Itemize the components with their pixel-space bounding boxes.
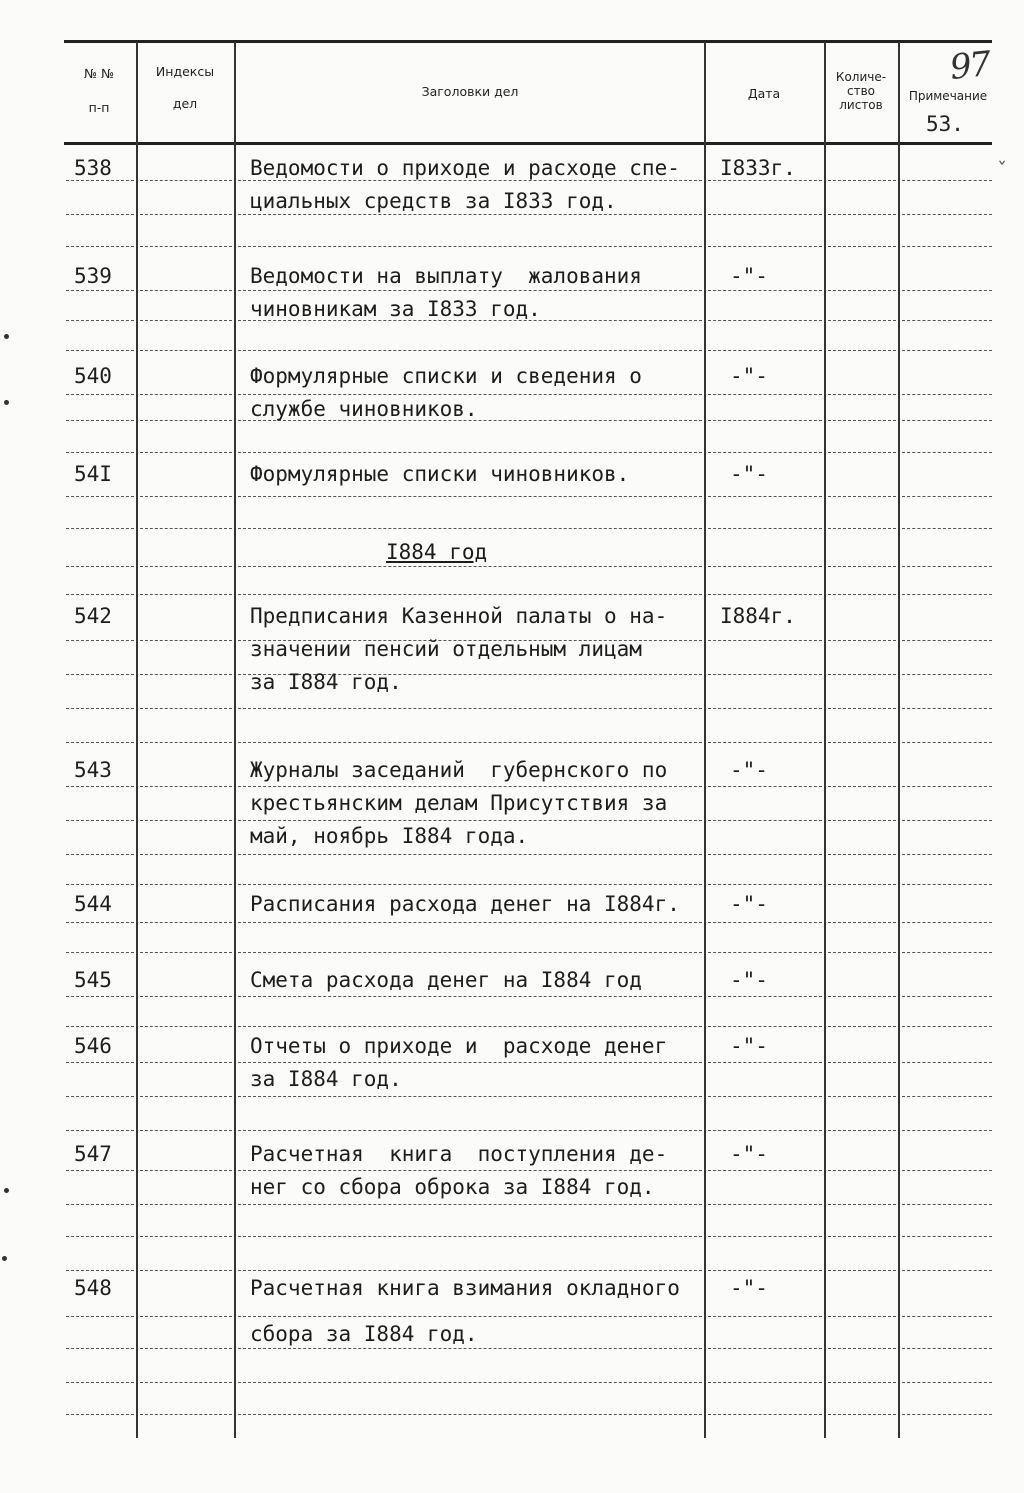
ruled-line bbox=[708, 320, 822, 321]
handwritten-page-number: 97 bbox=[948, 44, 992, 88]
ruled-line bbox=[238, 922, 702, 923]
ruled-line bbox=[140, 594, 232, 595]
ruled-line bbox=[238, 884, 702, 885]
row-date: -"- bbox=[730, 1142, 768, 1166]
ruled-line bbox=[140, 1316, 232, 1317]
ruled-line bbox=[902, 214, 992, 215]
row-title-line: Расчетная книга взимания окладного bbox=[250, 1276, 680, 1300]
ruled-line bbox=[66, 854, 134, 855]
row-date: -"- bbox=[730, 1276, 768, 1300]
ruled-line bbox=[140, 996, 232, 997]
ruled-line bbox=[238, 1026, 702, 1027]
ruled-line bbox=[140, 1382, 232, 1383]
ruled-line bbox=[708, 1382, 822, 1383]
ruled-line bbox=[828, 394, 896, 395]
ruled-line bbox=[828, 820, 896, 821]
ruled-line bbox=[140, 290, 232, 291]
ruled-line bbox=[902, 786, 992, 787]
ruled-line bbox=[140, 640, 232, 641]
ruled-line bbox=[828, 496, 896, 497]
ruled-line bbox=[828, 1348, 896, 1349]
ruled-line bbox=[902, 922, 992, 923]
row-number: 544 bbox=[74, 892, 112, 916]
ruled-line bbox=[902, 566, 992, 567]
ruled-line bbox=[828, 1062, 896, 1063]
ruled-line bbox=[708, 290, 822, 291]
ruled-line bbox=[238, 1316, 702, 1317]
row-date: -"- bbox=[730, 462, 768, 486]
ruled-line bbox=[708, 528, 822, 529]
ruled-line bbox=[902, 1270, 992, 1271]
ruled-line bbox=[828, 214, 896, 215]
row-title-line: за I884 год. bbox=[250, 1067, 402, 1091]
ruled-line bbox=[902, 1316, 992, 1317]
ruled-line bbox=[66, 394, 134, 395]
ruled-line bbox=[828, 922, 896, 923]
ruled-line bbox=[66, 820, 134, 821]
ruled-line bbox=[708, 1316, 822, 1317]
ruled-line bbox=[828, 952, 896, 953]
ruled-line bbox=[902, 180, 992, 181]
ruled-line bbox=[902, 1382, 992, 1383]
ruled-line bbox=[66, 996, 134, 997]
ruled-line bbox=[902, 350, 992, 351]
ruled-line bbox=[238, 496, 702, 497]
ruled-line bbox=[828, 420, 896, 421]
header-date: Дата bbox=[747, 86, 781, 101]
ruled-line bbox=[238, 1204, 702, 1205]
row-title-line: нег со сбора оброка за I884 год. bbox=[250, 1175, 655, 1199]
ruled-line bbox=[902, 1170, 992, 1171]
ruled-line bbox=[140, 922, 232, 923]
ruled-line bbox=[66, 640, 134, 641]
header-num: № № п-п bbox=[84, 66, 114, 115]
ruled-line bbox=[140, 820, 232, 821]
ruled-line bbox=[140, 1026, 232, 1027]
row-number: 542 bbox=[74, 604, 112, 628]
row-title-line: Формулярные списки и сведения о bbox=[250, 364, 642, 388]
ruled-line bbox=[140, 1236, 232, 1237]
ruled-line bbox=[902, 854, 992, 855]
column-divider bbox=[898, 42, 900, 1438]
ruled-line bbox=[140, 420, 232, 421]
row-title-line: службе чиновников. bbox=[250, 397, 478, 421]
ruled-line bbox=[66, 1270, 134, 1271]
ruled-line bbox=[140, 180, 232, 181]
ruled-line bbox=[238, 452, 702, 453]
row-title-line: чиновникам за I833 год. bbox=[250, 297, 541, 321]
ruled-line bbox=[902, 496, 992, 497]
row-title-line: Расписания расхода денег на I884г. bbox=[250, 892, 680, 916]
ruled-line bbox=[708, 1062, 822, 1063]
ruled-line bbox=[140, 854, 232, 855]
ruled-line bbox=[708, 452, 822, 453]
row-number: 546 bbox=[74, 1034, 112, 1058]
ruled-line bbox=[708, 1170, 822, 1171]
year-heading: I884 год bbox=[386, 540, 488, 564]
ruled-line bbox=[66, 1096, 134, 1097]
ruled-line bbox=[902, 1062, 992, 1063]
ruled-line bbox=[238, 1130, 702, 1131]
ruled-line bbox=[140, 1062, 232, 1063]
ruled-line bbox=[708, 640, 822, 641]
row-title-line: Расчетная книга поступления де- bbox=[250, 1142, 668, 1166]
ruled-line bbox=[66, 320, 134, 321]
ruled-line bbox=[140, 394, 232, 395]
ruled-line bbox=[66, 594, 134, 595]
row-title-line: Отчеты о приходе и расходе денег bbox=[250, 1034, 668, 1058]
ruled-line bbox=[238, 350, 702, 351]
ruled-line bbox=[140, 952, 232, 953]
ruled-line bbox=[902, 290, 992, 291]
ruled-line bbox=[708, 1414, 822, 1415]
ruled-line bbox=[140, 1204, 232, 1205]
ruled-line bbox=[708, 246, 822, 247]
column-divider bbox=[824, 42, 826, 1438]
ruled-line bbox=[902, 1204, 992, 1205]
margin-dot bbox=[4, 1188, 9, 1193]
ruled-line bbox=[140, 1170, 232, 1171]
ruled-line bbox=[828, 350, 896, 351]
row-title-line: Ведомости на выплату жалования bbox=[250, 264, 642, 288]
ruled-line bbox=[902, 884, 992, 885]
ruled-line bbox=[708, 922, 822, 923]
ruled-line bbox=[708, 674, 822, 675]
ruled-line bbox=[708, 742, 822, 743]
row-number: 543 bbox=[74, 758, 112, 782]
row-number: 540 bbox=[74, 364, 112, 388]
ruled-line bbox=[708, 708, 822, 709]
ruled-line bbox=[238, 1382, 702, 1383]
ruled-line bbox=[828, 1414, 896, 1415]
ruled-line bbox=[66, 952, 134, 953]
ruled-line bbox=[902, 1414, 992, 1415]
row-title-line: Предписания Казенной палаты о на- bbox=[250, 604, 668, 628]
ruled-line bbox=[238, 566, 702, 567]
row-title-line: Журналы заседаний губернского по bbox=[250, 758, 668, 782]
ruled-line bbox=[66, 922, 134, 923]
ruled-line bbox=[708, 1348, 822, 1349]
row-title-line: сбора за I884 год. bbox=[250, 1322, 478, 1346]
ruled-line bbox=[828, 1026, 896, 1027]
ruled-line bbox=[66, 742, 134, 743]
row-number: 54I bbox=[74, 462, 112, 486]
ruled-line bbox=[140, 708, 232, 709]
ruled-line bbox=[902, 1348, 992, 1349]
ruled-line bbox=[902, 1026, 992, 1027]
ruled-line bbox=[708, 1236, 822, 1237]
ruled-line bbox=[828, 1236, 896, 1237]
column-divider bbox=[704, 42, 706, 1438]
ruled-line bbox=[902, 820, 992, 821]
ruled-line bbox=[708, 1026, 822, 1027]
ruled-line bbox=[902, 246, 992, 247]
ruled-line bbox=[238, 1096, 702, 1097]
ruled-line bbox=[140, 884, 232, 885]
ruled-line bbox=[828, 1130, 896, 1131]
ruled-line bbox=[238, 742, 702, 743]
column-divider bbox=[136, 42, 138, 1438]
ruled-line bbox=[708, 566, 822, 567]
ruled-line bbox=[66, 786, 134, 787]
ruled-line bbox=[140, 566, 232, 567]
ruled-line bbox=[66, 1316, 134, 1317]
row-date: -"- bbox=[730, 892, 768, 916]
ruled-line bbox=[828, 1316, 896, 1317]
ruled-line bbox=[828, 854, 896, 855]
ruled-line bbox=[140, 1348, 232, 1349]
ruled-line bbox=[66, 1204, 134, 1205]
ruled-line bbox=[828, 1382, 896, 1383]
ruled-line bbox=[828, 1096, 896, 1097]
ruled-line bbox=[140, 496, 232, 497]
ruled-line bbox=[708, 1096, 822, 1097]
row-title-line: май, ноябрь I884 года. bbox=[250, 824, 529, 848]
ruled-line bbox=[238, 708, 702, 709]
ruled-line bbox=[708, 996, 822, 997]
ruled-line bbox=[828, 528, 896, 529]
ruled-line bbox=[66, 674, 134, 675]
ruled-line bbox=[140, 1414, 232, 1415]
ruled-line bbox=[238, 952, 702, 953]
row-date: -"- bbox=[730, 758, 768, 782]
ruled-line bbox=[140, 742, 232, 743]
ruled-line bbox=[66, 452, 134, 453]
ruled-line bbox=[238, 1270, 702, 1271]
row-number: 548 bbox=[74, 1276, 112, 1300]
row-title-line: за I884 год. bbox=[250, 670, 402, 694]
ruled-line bbox=[708, 1204, 822, 1205]
ruled-line bbox=[708, 594, 822, 595]
ruled-line bbox=[902, 394, 992, 395]
ruled-line bbox=[66, 1414, 134, 1415]
ruled-line bbox=[708, 820, 822, 821]
ruled-line bbox=[828, 742, 896, 743]
ruled-line bbox=[66, 1170, 134, 1171]
ruled-line bbox=[66, 884, 134, 885]
ruled-line bbox=[708, 786, 822, 787]
ruled-line bbox=[902, 1236, 992, 1237]
ruled-line bbox=[828, 996, 896, 997]
ruled-line bbox=[708, 420, 822, 421]
ruled-line bbox=[238, 594, 702, 595]
row-title-line: Смета расхода денег на I884 год bbox=[250, 968, 642, 992]
ruled-line bbox=[66, 1236, 134, 1237]
ruled-line bbox=[902, 996, 992, 997]
ruled-line bbox=[708, 1270, 822, 1271]
ruled-line bbox=[828, 884, 896, 885]
ruled-line bbox=[902, 452, 992, 453]
ruled-line bbox=[140, 1130, 232, 1131]
ruled-line bbox=[828, 566, 896, 567]
ruled-line bbox=[140, 1270, 232, 1271]
check-mark: ˇ bbox=[996, 158, 1009, 182]
margin-dot bbox=[2, 1256, 7, 1261]
ruled-line bbox=[902, 528, 992, 529]
row-title-line: Формулярные списки чиновников. bbox=[250, 462, 630, 486]
ruled-line bbox=[238, 528, 702, 529]
row-number: 539 bbox=[74, 264, 112, 288]
row-date: -"- bbox=[730, 364, 768, 388]
row-title-line: циальных средств за I833 год. bbox=[250, 189, 617, 213]
ruled-line bbox=[66, 180, 134, 181]
ruled-line bbox=[828, 180, 896, 181]
ruled-line bbox=[140, 528, 232, 529]
header-note: Примечание bbox=[908, 89, 988, 103]
ruled-line bbox=[66, 1026, 134, 1027]
ruled-line bbox=[140, 674, 232, 675]
ruled-line bbox=[66, 420, 134, 421]
ruled-line bbox=[828, 594, 896, 595]
ruled-line bbox=[140, 350, 232, 351]
row-number: 547 bbox=[74, 1142, 112, 1166]
ruled-line bbox=[140, 786, 232, 787]
ruled-line bbox=[902, 594, 992, 595]
ruled-line bbox=[828, 1204, 896, 1205]
ruled-line bbox=[708, 854, 822, 855]
ruled-line bbox=[902, 1130, 992, 1131]
ruled-line bbox=[708, 1130, 822, 1131]
ruled-line bbox=[828, 290, 896, 291]
ruled-line bbox=[828, 246, 896, 247]
ruled-line bbox=[828, 1170, 896, 1171]
ruled-line bbox=[708, 884, 822, 885]
ruled-line bbox=[708, 952, 822, 953]
ruled-line bbox=[708, 350, 822, 351]
ruled-line bbox=[140, 246, 232, 247]
top-rule bbox=[64, 40, 992, 43]
ruled-line bbox=[66, 708, 134, 709]
ruled-line bbox=[66, 246, 134, 247]
ruled-line bbox=[66, 1062, 134, 1063]
sheet-number: 53. bbox=[926, 112, 964, 136]
ruled-line bbox=[902, 1096, 992, 1097]
ruled-line bbox=[902, 952, 992, 953]
ruled-line bbox=[66, 496, 134, 497]
row-number: 545 bbox=[74, 968, 112, 992]
ruled-line bbox=[708, 496, 822, 497]
row-title-line: Ведомости о приходе и расходе спе- bbox=[250, 156, 680, 180]
ruled-line bbox=[828, 786, 896, 787]
ruled-line bbox=[140, 1096, 232, 1097]
column-divider bbox=[234, 42, 236, 1438]
ruled-line bbox=[902, 420, 992, 421]
ruled-line bbox=[66, 1382, 134, 1383]
ruled-line bbox=[140, 320, 232, 321]
header-rule bbox=[64, 142, 992, 145]
margin-dot bbox=[4, 400, 9, 405]
ruled-line bbox=[828, 320, 896, 321]
ruled-line bbox=[902, 742, 992, 743]
ruled-line bbox=[828, 708, 896, 709]
ruled-line bbox=[902, 674, 992, 675]
ruled-line bbox=[828, 640, 896, 641]
ruled-line bbox=[708, 214, 822, 215]
ruled-line bbox=[828, 452, 896, 453]
row-date: I884г. bbox=[720, 604, 796, 628]
ruled-line bbox=[902, 640, 992, 641]
row-date: -"- bbox=[730, 968, 768, 992]
margin-dot bbox=[4, 334, 9, 339]
ruled-line bbox=[66, 350, 134, 351]
ruled-line bbox=[66, 290, 134, 291]
ruled-line bbox=[66, 214, 134, 215]
ruled-line bbox=[708, 180, 822, 181]
ruled-line bbox=[140, 214, 232, 215]
ruled-line bbox=[238, 246, 702, 247]
row-number: 538 bbox=[74, 156, 112, 180]
row-title-line: крестьянским делам Присутствия за bbox=[250, 791, 668, 815]
ruled-line bbox=[708, 394, 822, 395]
row-date: I833г. bbox=[720, 156, 796, 180]
ruled-line bbox=[66, 1348, 134, 1349]
row-date: -"- bbox=[730, 264, 768, 288]
ruled-line bbox=[238, 1414, 702, 1415]
ruled-line bbox=[238, 854, 702, 855]
ruled-line bbox=[66, 528, 134, 529]
ruled-line bbox=[238, 1236, 702, 1237]
ruled-line bbox=[902, 320, 992, 321]
ruled-line bbox=[828, 674, 896, 675]
ruled-line bbox=[828, 1270, 896, 1271]
ruled-line bbox=[140, 452, 232, 453]
ruled-line bbox=[66, 1130, 134, 1131]
row-title-line: значении пенсий отдельным лицам bbox=[250, 637, 642, 661]
header-title: Заголовки дел bbox=[421, 84, 519, 99]
ruled-line bbox=[902, 708, 992, 709]
header-count: Количе- ство листов bbox=[835, 70, 887, 112]
row-date: -"- bbox=[730, 1034, 768, 1058]
header-index: Индексы дел bbox=[155, 64, 215, 111]
ruled-line bbox=[66, 566, 134, 567]
